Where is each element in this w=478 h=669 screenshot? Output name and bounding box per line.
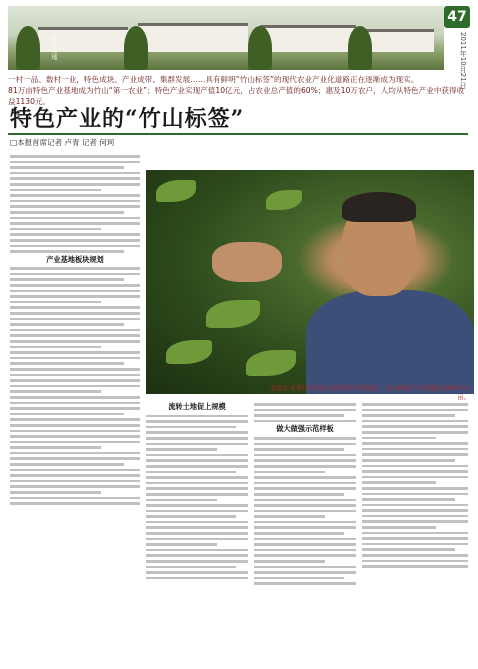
text-line [146,577,248,580]
text-line [10,357,140,360]
text-line [10,480,140,483]
text-line [254,543,356,546]
text-line [10,424,140,427]
banner-tree [348,26,372,70]
byline: □本报首席记者 卢青 记者 何珂 [10,138,115,147]
text-line [146,431,248,434]
feature-photo [146,170,474,394]
photo-farmer-hand [212,242,282,282]
text-line [146,515,236,518]
text-line [254,515,325,518]
text-line [10,318,140,321]
article-column-2 [146,400,248,582]
banner-tree [248,26,272,70]
text-line [254,448,344,451]
text-line [146,543,217,546]
text-line [10,301,101,304]
text-line [10,161,140,164]
text-line [10,418,140,421]
text-line [362,560,468,563]
lead-line-2: 81万亩特色产业基地成为竹山“第一农业”；特色产业实现产值10亿元，占农业总产值的60%；惠及10万农户，人均从特色产业中获得收益1130元。 [8,86,465,106]
text-line [10,407,140,410]
photo-caption: 农民在采茶红色的竹山的茶叶长势很好，竹山特色产业基地达到80多万亩。 [270,384,470,401]
text-line [362,459,455,462]
text-line [254,493,344,496]
text-line [362,565,468,568]
text-line [146,493,248,496]
text-line [10,385,140,388]
text-line [146,448,217,451]
subheading: 流转土地促上规模 [168,402,226,411]
text-line [362,532,468,535]
text-line [362,520,468,523]
text-line [10,239,140,242]
banner-building [260,25,356,52]
text-line [146,554,248,557]
text-line [254,549,356,552]
banner-photo [8,6,444,70]
text-line [146,454,248,457]
text-line [10,200,140,203]
text-line [254,566,356,569]
text-line [10,290,140,293]
text-line [10,267,140,270]
text-line [146,521,248,524]
text-line [362,409,468,412]
text-line [146,532,248,535]
text-line [146,487,248,490]
text-line [362,537,468,540]
text-line [362,442,468,445]
article-column-1 [10,152,140,508]
text-line [254,582,356,585]
banner-building [364,29,434,52]
text-line [362,437,436,440]
text-line [254,465,356,468]
text-line [362,481,436,484]
text-line [10,166,124,169]
text-line [254,577,344,580]
text-line [146,504,248,507]
text-line [146,465,248,468]
text-line [254,521,356,524]
text-line [146,471,236,474]
text-line [10,194,140,197]
text-line [254,420,356,423]
text-line [254,482,356,485]
text-line [254,403,356,406]
text-line [362,465,468,468]
text-line [10,346,101,349]
headline-divider [8,133,468,135]
text-line [10,430,140,433]
photo-leaf [266,190,302,210]
text-line [362,509,468,512]
text-line [10,183,140,186]
text-line [362,493,468,496]
text-line [362,403,468,406]
text-line [146,571,248,574]
text-line [146,538,248,541]
text-line [146,510,248,513]
text-line [146,526,248,529]
text-line [362,453,468,456]
text-line [10,485,140,488]
text-line [254,476,356,479]
text-line [254,471,325,474]
text-line [362,476,468,479]
text-line [362,470,468,473]
text-line [10,379,140,382]
text-line [146,437,248,440]
text-line [10,228,101,231]
text-line [10,474,140,477]
text-line [10,329,140,332]
text-line [254,487,356,490]
banner-building [138,23,248,52]
section-tag: 产业天地 [50,36,57,60]
text-line [362,543,468,546]
text-line [10,446,101,449]
text-line [10,177,140,180]
text-line [10,374,140,377]
text-line [10,295,140,298]
text-line [254,454,356,457]
text-line [254,409,356,412]
banner-tree [124,26,148,70]
text-line [146,549,248,552]
text-line [254,571,356,574]
text-line [10,502,140,505]
text-line [10,441,140,444]
text-line [10,172,140,175]
text-line [10,323,124,326]
text-line [10,273,140,276]
text-line [146,499,217,502]
text-line [10,334,140,337]
text-line [362,414,455,417]
text-line [254,499,356,502]
text-line [10,413,124,416]
text-line [10,222,140,225]
text-line [254,504,356,507]
issue-date: 2011年10月21日 [459,32,467,89]
text-line [146,459,248,462]
text-line [10,491,101,494]
article-column-4 [362,400,468,571]
text-line [10,351,140,354]
photo-leaf [166,340,212,364]
text-line [254,414,344,417]
page-number: 47 [444,6,470,28]
photo-leaf [156,180,196,202]
text-line [10,211,124,214]
text-line [362,548,455,551]
text-line [362,515,468,518]
text-line [10,250,124,253]
text-line [10,435,140,438]
page-title: 特色产业的“竹山标签” [10,106,245,132]
text-line [10,233,140,236]
text-line [146,415,248,418]
text-line [362,526,436,529]
text-line [10,284,140,287]
text-line [362,498,455,501]
text-line [10,368,140,371]
text-line [362,554,468,557]
text-line [254,510,356,513]
text-line [10,205,140,208]
text-line [146,560,248,563]
text-line [254,526,356,529]
text-line [146,482,248,485]
text-line [10,463,124,466]
text-line [254,437,356,440]
text-line [10,189,101,192]
text-line [254,459,356,462]
text-line [10,452,140,455]
text-line [362,425,468,428]
text-line [10,469,140,472]
text-line [10,390,101,393]
text-line [146,566,236,569]
text-line [254,560,325,563]
photo-farmer-hair [342,192,416,222]
lead-line-1: 一村一品、数村一业，特色成块、产业成带、集群发展……具有鲜明“竹山标签”的现代农业产业化道路正在逐渐成为现实。 [8,75,419,84]
article-column-3 [254,400,356,588]
text-line [254,554,356,557]
text-line [362,448,468,451]
text-line [10,312,140,315]
text-line [362,487,468,490]
text-line [146,426,236,429]
text-line [254,538,356,541]
text-line [10,306,140,309]
text-line [10,362,124,365]
photo-farmer-shirt [306,290,474,394]
text-line [10,457,140,460]
text-line [146,420,248,423]
text-line [10,155,140,158]
text-line [10,217,140,220]
text-line [362,431,468,434]
text-line [362,420,468,423]
text-line [10,497,140,500]
text-line [10,245,140,248]
photo-leaf [206,300,260,328]
photo-leaf [246,350,296,376]
text-line [146,443,248,446]
text-line [10,278,124,281]
text-line [362,504,468,507]
subheading: 产业基地板块规划 [46,254,104,264]
text-line [254,443,356,446]
text-line [10,402,140,405]
subheading: 做大做强示范样板 [276,424,334,434]
text-line [10,340,140,343]
text-line [146,476,248,479]
text-line [254,532,344,535]
text-line [10,396,140,399]
